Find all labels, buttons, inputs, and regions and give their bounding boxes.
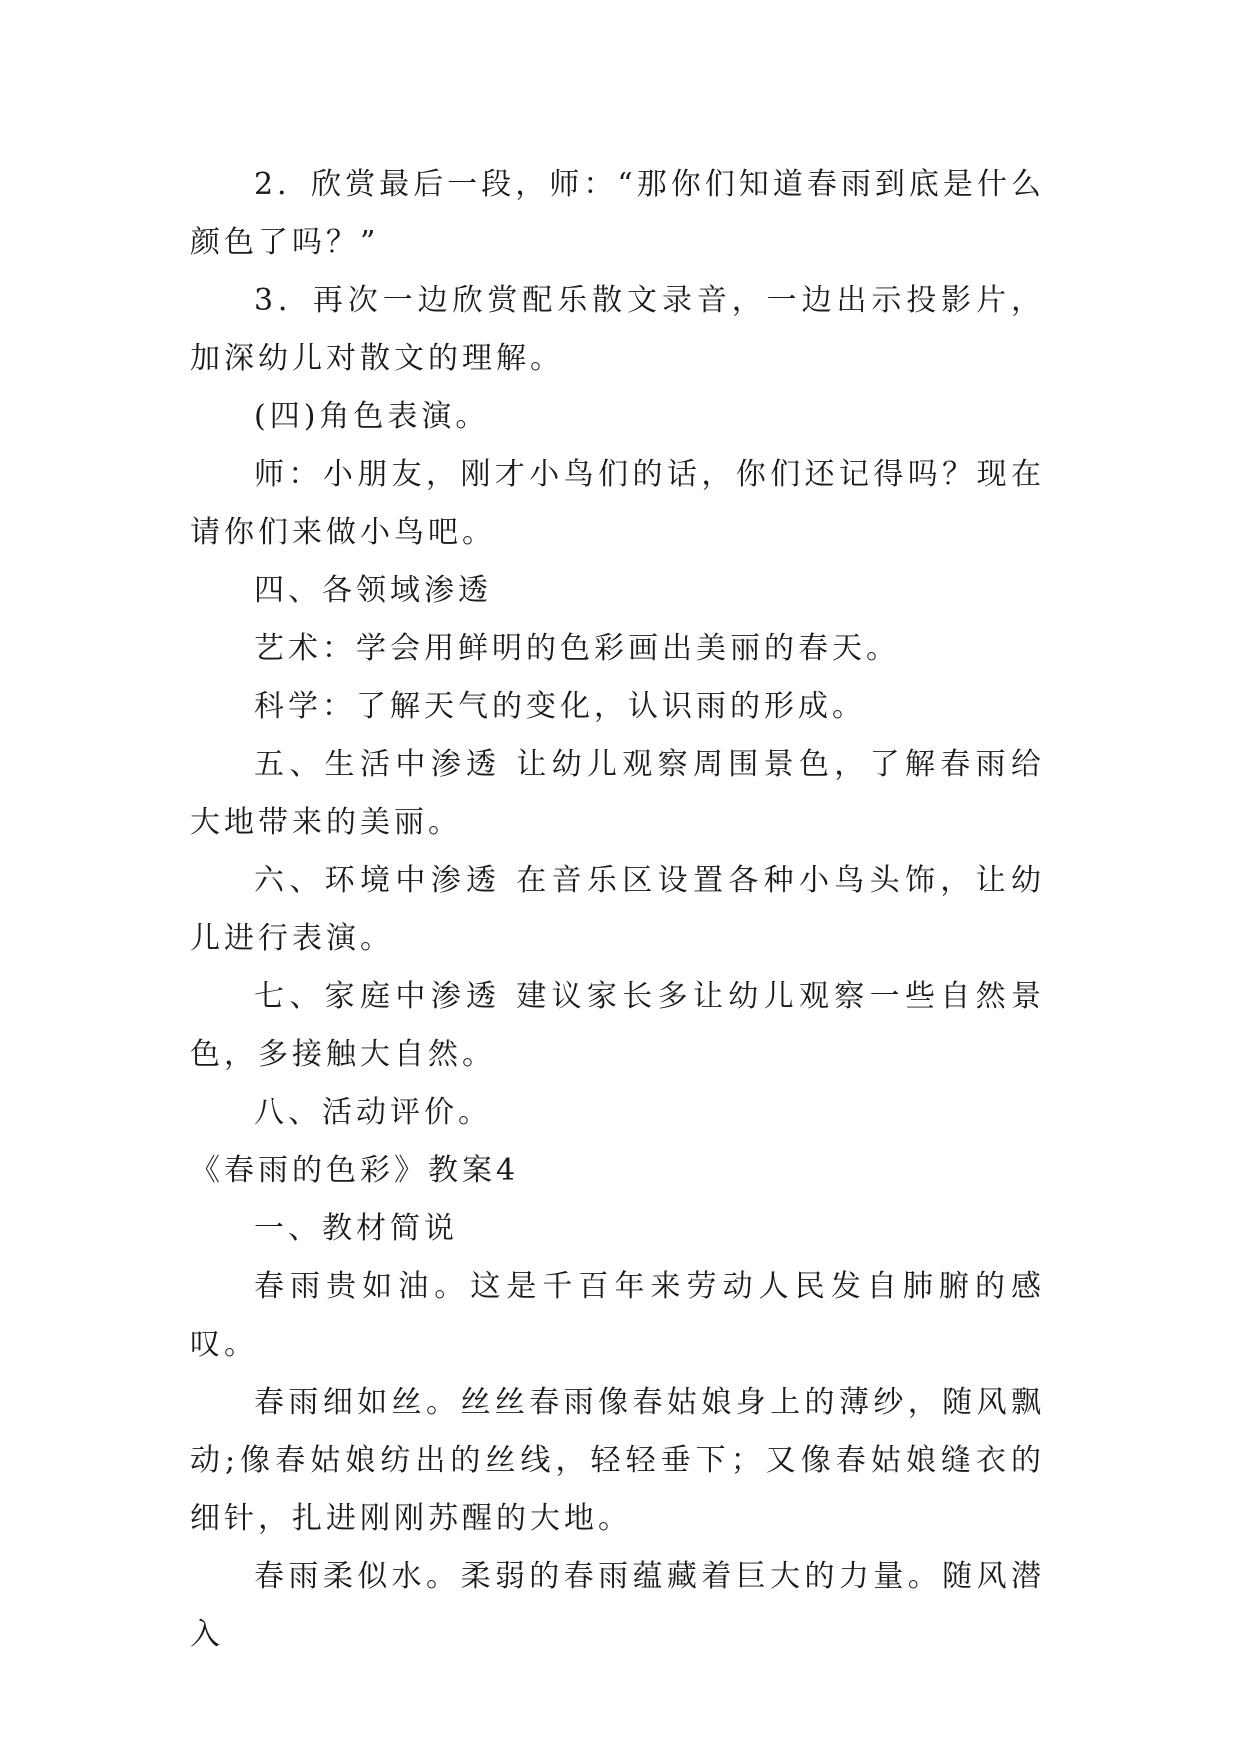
paragraph: 春雨贵如油。这是千百年来劳动人民发自肺腑的感叹。 [190,1269,1045,1362]
lesson-plan-title: 《春雨的色彩》教案4 [190,1153,520,1188]
paragraph: 科学：了解天气的变化，认识雨的形成。 [254,689,866,724]
section-heading: 一、教材简说 [254,1211,458,1246]
paragraph: (四)角色表演。 [254,399,490,434]
section-heading: 六、环境中渗透 在音乐区设置各种小鸟头饰，让幼儿进行表演。 [190,863,1045,956]
section-heading: 七、家庭中渗透 建议家长多让幼儿观察一些自然景色，多接触大自然。 [190,979,1045,1072]
paragraph: 3．再次一边欣赏配乐散文录音，一边出示投影片，加深幼儿对散文的理解。 [190,283,1045,376]
section-heading: 五、生活中渗透 让幼儿观察周围景色，了解春雨给大地带来的美丽。 [190,747,1045,840]
section-heading: 四、各领域渗透 [254,573,492,608]
paragraph: 2．欣赏最后一段，师：“那你们知道春雨到底是什么颜色了吗？” [190,167,1045,260]
paragraph: 师：小朋友，刚才小鸟们的话，你们还记得吗？现在请你们来做小鸟吧。 [190,457,1045,550]
document-page [190,156,1045,1664]
paragraph: 春雨柔似水。柔弱的春雨蕴藏着巨大的力量。随风潜入 [190,1559,1045,1652]
paragraph: 春雨细如丝。丝丝春雨像春姑娘身上的薄纱，随风飘动;像春姑娘纺出的丝线，轻轻垂下；又像春姑娘缝衣的细针，扎进刚刚苏醒的大地。 [190,1385,1045,1536]
section-heading: 八、活动评价。 [254,1095,492,1130]
paragraph: 艺术：学会用鲜明的色彩画出美丽的春天。 [254,631,900,666]
